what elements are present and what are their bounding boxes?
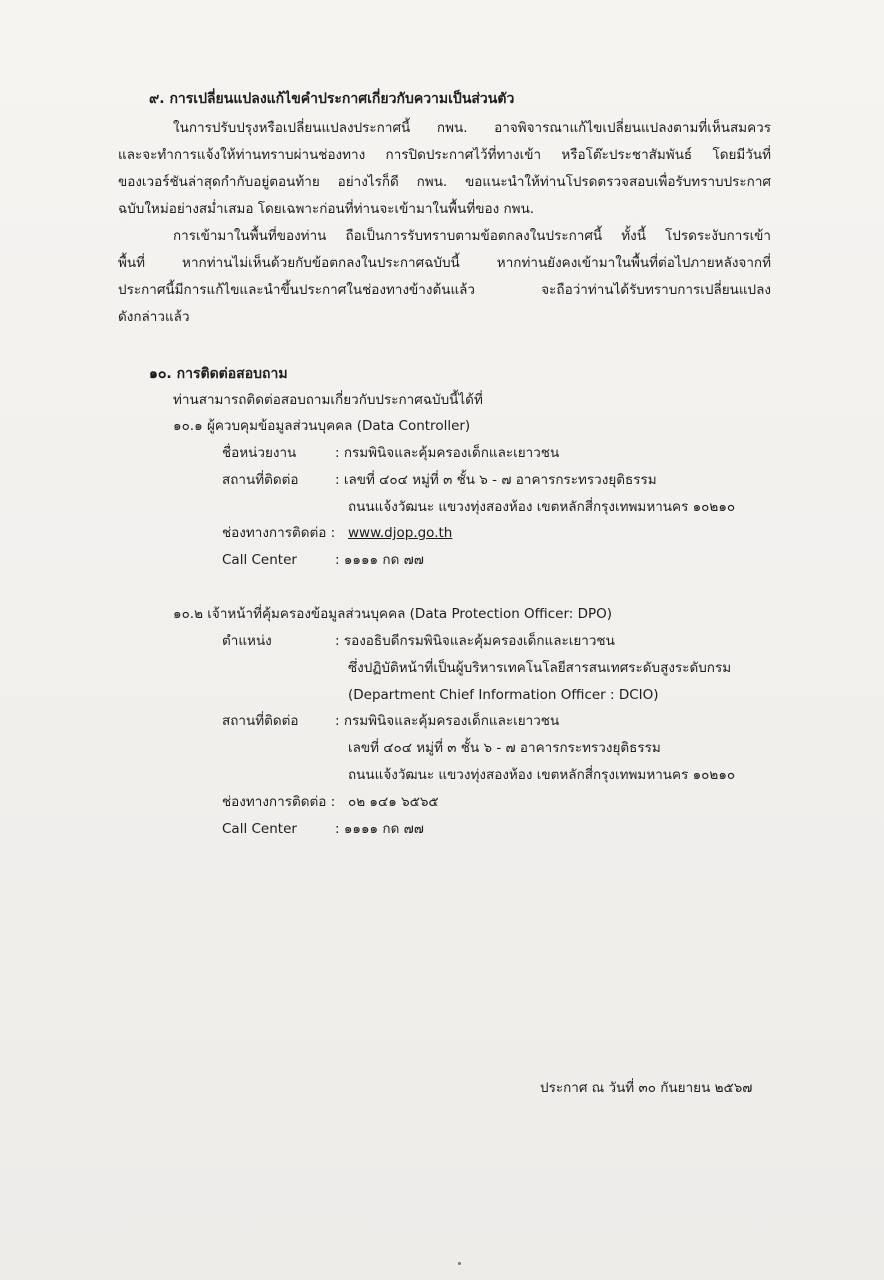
section-9-para1-line2: และจะทำการแจ้งให้ท่านทราบผ่านช่องทาง การปิดประกาศไว้ที่ทางเข้า หรือโต๊ะประชาสัมพันธ์ โดยมีวันที่ <box>118 147 771 163</box>
dpo-phone-value: ๐๒ ๑๔๑ ๖๕๖๕ <box>348 794 439 810</box>
announcement-date: ประกาศ ณ วันที่ ๓๐ กันยายน ๒๕๖๗ <box>540 1080 753 1096</box>
section-9-para2-line4: ดังกล่าวแล้ว <box>118 309 190 325</box>
controller-address-line1: : เลขที่ ๔๐๔ หมู่ที่ ๓ ชั้น ๖ - ๗ อาคารกระทรวงยุติธรรม <box>335 472 657 488</box>
controller-agency-value: : กรมพินิจและคุ้มครองเด็กและเยาวชน <box>335 445 560 461</box>
controller-channel-label: ช่องทางการติดต่อ : <box>222 525 336 541</box>
section-10-title: ๑๐. การติดต่อสอบถาม <box>149 366 288 382</box>
section-10-intro: ท่านสามารถติดต่อสอบถามเกี่ยวกับประกาศฉบับนี้ได้ที่ <box>173 392 483 408</box>
dpo-position-label: ตำแหน่ง <box>222 633 272 649</box>
dpo-position-line1: : รองอธิบดีกรมพินิจและคุ้มครองเด็กและเยาวชน <box>335 633 615 649</box>
dpo-position-line3: (Department Chief Information Officer : DCIO) <box>348 687 659 703</box>
section-9-para1-line3: ของเวอร์ชันล่าสุดกำกับอยู่ตอนท้าย อย่างไรก็ดี กพน. ขอแนะนำให้ท่านโปรดตรวจสอบเพื่อรับทราบประกาศ <box>118 174 771 190</box>
dpo-address-line2: เลขที่ ๔๐๔ หมู่ที่ ๓ ชั้น ๖ - ๗ อาคารกระทรวงยุติธรรม <box>348 740 661 756</box>
controller-address-line2: ถนนแจ้งวัฒนะ แขวงทุ่งสองห้อง เขตหลักสี่กรุงเทพมหานคร ๑๐๒๑๐ <box>348 499 736 515</box>
section-9-para2-line3: ประกาศนี้มีการแก้ไขและนำขึ้นประกาศในช่องทางข้างต้นแล้ว จะถือว่าท่านได้รับทราบการเปลี่ยนแปลง <box>118 282 771 298</box>
dpo-position-line2: ซึ่งปฏิบัติหน้าที่เป็นผู้บริหารเทคโนโลยีสารสนเทศระดับสูงระดับกรม <box>348 660 732 676</box>
dpo-callcenter-value: : ๑๑๑๑ กด ๗๗ <box>335 821 424 837</box>
dpo-heading: ๑๐.๒ เจ้าหน้าที่คุ้มครองข้อมูลส่วนบุคคล (Data Protection Officer: DPO) <box>173 606 613 622</box>
dpo-address-line1: : กรมพินิจและคุ้มครองเด็กและเยาวชน <box>335 713 560 729</box>
section-9-para1-line4: ฉบับใหม่อย่างสม่ำเสมอ โดยเฉพาะก่อนที่ท่านจะเข้ามาในพื้นที่ของ กพน. <box>118 201 535 217</box>
section-9-para2-line2: พื้นที่ หากท่านไม่เห็นด้วยกับข้อตกลงในประกาศฉบับนี้ หากท่านยังคงเข้ามาในพื้นที่ต่อไปภายหลังจากที่ <box>118 255 771 271</box>
section-9-para2-line1: การเข้ามาในพื้นที่ของท่าน ถือเป็นการรับทราบตามข้อตกลงในประกาศนี้ ทั้งนี้ โปรดระงับการเข้า <box>173 228 771 244</box>
section-9-para1-line1: ในการปรับปรุงหรือเปลี่ยนแปลงประกาศนี้ กพน. อาจพิจารณาแก้ไขเปลี่ยนแปลงตามที่เห็นสมควร <box>173 120 771 136</box>
controller-address-label: สถานที่ติดต่อ <box>222 472 299 488</box>
controller-heading: ๑๐.๑ ผู้ควบคุมข้อมูลส่วนบุคคล (Data Controller) <box>173 418 471 434</box>
page-mark <box>458 1262 461 1265</box>
controller-website-link[interactable]: www.djop.go.th <box>348 525 453 541</box>
dpo-callcenter-label: Call Center <box>222 821 297 837</box>
controller-callcenter-value: : ๑๑๑๑ กด ๗๗ <box>335 552 424 568</box>
controller-callcenter-label: Call Center <box>222 552 297 568</box>
dpo-address-line3: ถนนแจ้งวัฒนะ แขวงทุ่งสองห้อง เขตหลักสี่กรุงเทพมหานคร ๑๐๒๑๐ <box>348 767 736 783</box>
dpo-address-label: สถานที่ติดต่อ <box>222 713 299 729</box>
section-9-title: ๙. การเปลี่ยนแปลงแก้ไขคำประกาศเกี่ยวกับความเป็นส่วนตัว <box>149 91 515 107</box>
dpo-channel-label: ช่องทางการติดต่อ : <box>222 794 336 810</box>
controller-agency-label: ชื่อหน่วยงาน <box>222 445 297 461</box>
